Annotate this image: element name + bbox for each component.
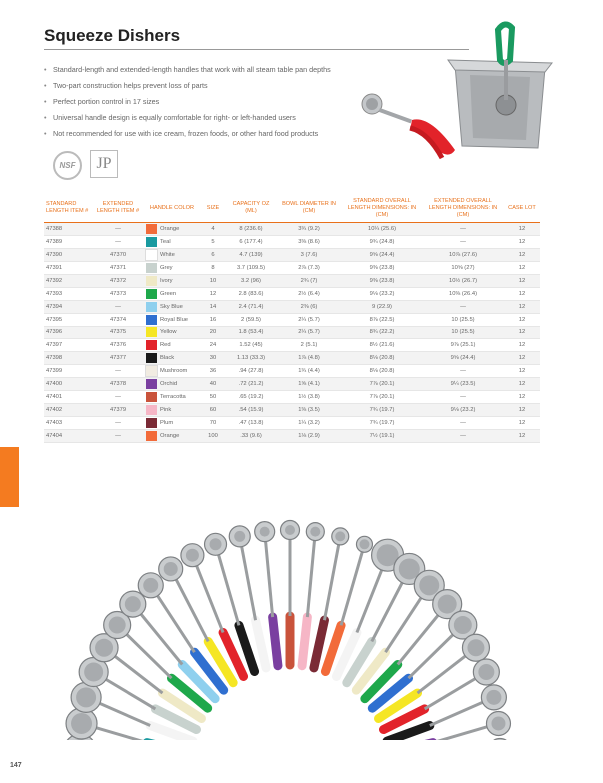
cell-cap: .54 (15.9) [226,404,276,417]
cell-bowl: 1⅜ (3.5) [276,404,342,417]
table-row [44,313,540,326]
disher-item [347,553,425,682]
cell-std: 47396 [44,326,92,339]
col-ext-item: EXTENDED LENGTH ITEM # [92,194,144,223]
cell-size: 14 [200,300,226,313]
cell-ext: — [92,365,144,378]
cell-std: 47400 [44,378,92,391]
cell-case: 12 [504,404,540,417]
cell-stdlen: 8½ (21.6) [342,339,422,352]
cell-extlen: 10⅜ (26.4) [422,287,504,300]
color-swatch-cell [144,404,158,417]
bullet-icon: • [44,97,47,106]
cell-ext: 47372 [92,274,144,287]
cell-color: Mushroom [158,365,200,378]
color-swatch [146,340,157,350]
table-row [44,274,540,287]
color-swatch-cell [144,365,158,378]
cell-color: Orange [158,223,200,236]
table-row [44,287,540,300]
color-swatch-cell [144,326,158,339]
cell-cap: .94 (27.8) [226,365,276,378]
cell-case: 12 [504,430,540,443]
cell-case: 12 [504,391,540,404]
table-row [44,300,540,313]
col-ext-length: EXTENDED OVERALL LENGTH DIMENSIONS: IN (CM) [422,194,504,223]
feature-text: Standard-length and extended-length handles that work with all steam table pan depths [53,65,331,74]
cell-case: 12 [504,223,540,236]
bullet-icon: • [44,81,47,90]
cell-ext: 47374 [92,313,144,326]
table-row [44,326,540,339]
feature-bullet [44,110,414,126]
cell-cap: 2.8 (83.6) [226,287,276,300]
cell-std: 47390 [44,248,92,261]
cell-cap: 3.7 (109.5) [226,261,276,274]
color-swatch [146,263,157,273]
cell-bowl: 2⅜ (6) [276,300,342,313]
cell-std: 47393 [44,287,92,300]
cell-ext: — [92,391,144,404]
nsf-logo: NSF [53,151,82,180]
color-swatch [146,405,157,415]
disher-item [365,590,462,699]
cell-extlen: — [422,430,504,443]
table-row [44,417,540,430]
cell-size: 8 [200,261,226,274]
cell-cap: .47 (13.8) [226,417,276,430]
disher-item [387,685,506,740]
cell-case: 12 [504,300,540,313]
table-row [44,404,540,417]
cell-ext: 47377 [92,352,144,365]
table-row [44,223,540,236]
feature-text: Perfect portion control in 17 sizes [53,97,160,106]
cell-extlen: — [422,235,504,248]
color-swatch [146,366,157,376]
cell-case: 12 [504,274,540,287]
cell-extlen: 9¼ (23.5) [422,378,504,391]
cell-ext: 47370 [92,248,144,261]
cell-std: 47391 [44,261,92,274]
cell-std: 47395 [44,313,92,326]
color-swatch [146,237,157,247]
cell-case: 12 [504,235,540,248]
cell-stdlen: 7⅞ (20.1) [342,378,422,391]
color-swatch-cell [144,261,158,274]
cell-ext: 47373 [92,287,144,300]
cell-cap: .72 (21.2) [226,378,276,391]
table-row [44,378,540,391]
cell-extlen: — [422,223,504,236]
cell-color: Orchid [158,378,200,391]
spec-table [44,194,540,443]
bullet-icon: • [44,65,47,74]
cell-cap: 2.4 (71.4) [226,300,276,313]
color-swatch [146,276,157,286]
cell-stdlen: 9⅛ (23.2) [342,287,422,300]
cell-color: Ivory [158,274,200,287]
color-swatch [146,327,157,337]
cell-case: 12 [504,248,540,261]
color-swatch-cell [144,430,158,443]
cell-color: White [158,248,200,261]
color-swatch-cell [144,274,158,287]
cell-cap: 1.8 (53.4) [226,326,276,339]
table-row [44,248,540,261]
table-row [44,261,540,274]
cell-color: Orange [158,430,200,443]
section-tab [0,447,19,507]
cell-case: 12 [504,287,540,300]
feature-text: Universal handle design is equally comfortable for right- or left-handed users [53,113,296,122]
cell-bowl: 2⅞ (7.3) [276,261,342,274]
color-swatch-cell [144,235,158,248]
cell-bowl: 2¼ (5.7) [276,326,342,339]
cell-color: Green [158,287,200,300]
jp-logo: JP [90,150,118,178]
cell-size: 30 [200,352,226,365]
feature-text: Two-part construction helps prevent loss of parts [53,81,208,90]
cell-bowl: 1½ (3.8) [276,391,342,404]
cell-std: 47399 [44,365,92,378]
cell-cap: 1.52 (45) [226,339,276,352]
cell-color: Red [158,339,200,352]
cell-extlen: 9⅝ (24.4) [422,352,504,365]
cell-case: 12 [504,261,540,274]
cell-std: 47389 [44,235,92,248]
cell-size: 36 [200,365,226,378]
col-size: SIZE [200,194,226,223]
color-swatch [146,353,157,363]
color-swatch [146,431,157,441]
color-swatch-cell [144,248,158,261]
cell-color: Yellow [158,326,200,339]
table-header-row [44,194,540,223]
cell-stdlen: 8¾ (22.2) [342,326,422,339]
cell-color: Pink [158,404,200,417]
cell-cap: .65 (19.2) [226,391,276,404]
cell-bowl: 1⅝ (4.1) [276,378,342,391]
color-swatch-cell [144,287,158,300]
color-swatch-cell [144,339,158,352]
cell-ext: 47375 [92,326,144,339]
cell-size: 5 [200,235,226,248]
cell-cap: .33 (9.6) [226,430,276,443]
cell-size: 10 [200,274,226,287]
cell-size: 60 [200,404,226,417]
cell-extlen: 10⅞ (27.6) [422,248,504,261]
cell-stdlen: 7⅞ (20.1) [342,391,422,404]
cell-extlen: — [422,391,504,404]
cell-cap: 6 (177.4) [226,235,276,248]
bullet-icon: • [44,129,47,138]
cell-size: 40 [200,378,226,391]
feature-text: Not recommended for use with ice cream, frozen foods, or other hard food products [53,129,319,138]
cell-color: Grey [158,261,200,274]
cell-bowl: 2½ (6.4) [276,287,342,300]
cell-stdlen: 8⅛ (20.8) [342,365,422,378]
feature-bullet [44,78,414,94]
cell-size: 4 [200,223,226,236]
table-row [44,339,540,352]
color-swatch-cell [144,352,158,365]
cell-bowl: 2¾ (7) [276,274,342,287]
product-hero-image [360,20,560,160]
cell-ext: — [92,235,144,248]
page-number: 147 [10,762,22,769]
col-bowl: BOWL DIAMETER IN (CM) [276,194,342,223]
cell-std: 47398 [44,352,92,365]
cell-size: 100 [200,430,226,443]
feature-list [44,62,414,142]
color-swatch-cell [144,417,158,430]
cell-stdlen: 7¾ (19.7) [342,417,422,430]
cell-bowl: 2¼ (5.7) [276,313,342,326]
cell-std: 47404 [44,430,92,443]
cell-extlen: — [422,417,504,430]
cell-color: Teal [158,235,200,248]
cell-ext: 47379 [92,404,144,417]
cell-color: Terracotta [158,391,200,404]
cell-extlen: 9⅛ (23.2) [422,404,504,417]
cell-bowl: 3⅜ (8.6) [276,235,342,248]
color-swatch [146,392,157,402]
cell-ext: 47376 [92,339,144,352]
cell-size: 6 [200,248,226,261]
color-swatch [146,250,157,260]
cell-bowl: 1¾ (4.4) [276,365,342,378]
cell-ext: — [92,417,144,430]
disher-item [120,591,215,699]
cell-stdlen: 9¾ (24.8) [342,235,422,248]
cell-bowl: 1⅛ (2.9) [276,430,342,443]
cell-stdlen: 7½ (19.1) [342,430,422,443]
cell-stdlen: 8⅛ (20.8) [342,352,422,365]
cell-bowl: 3¾ (9.2) [276,223,342,236]
color-swatch-cell [144,223,158,236]
cell-case: 12 [504,326,540,339]
cell-std: 47397 [44,339,92,352]
cell-case: 12 [504,378,540,391]
color-swatch [146,289,157,299]
cell-case: 12 [504,313,540,326]
color-swatch-cell [144,391,158,404]
cell-cap: 3.2 (96) [226,274,276,287]
col-capacity: CAPACITY OZ (ML) [226,194,276,223]
cell-ext: — [92,223,144,236]
cell-std: 47388 [44,223,92,236]
color-swatch-cell [144,300,158,313]
cell-extlen: 10 (25.5) [422,326,504,339]
disher-lineup-image [40,480,550,740]
feature-bullet [44,62,414,78]
cell-color: Plum [158,417,200,430]
cell-stdlen: 9⅝ (24.4) [342,248,422,261]
cell-extlen: 10½ (26.7) [422,274,504,287]
cell-bowl: 1⅞ (4.8) [276,352,342,365]
cell-extlen: — [422,365,504,378]
feature-bullet [44,94,414,110]
cell-size: 24 [200,339,226,352]
cell-cap: 2 (59.5) [226,313,276,326]
cell-bowl: 2 (5.1) [276,339,342,352]
cell-stdlen: 7¾ (19.7) [342,404,422,417]
cell-std: 47392 [44,274,92,287]
disher-item [159,557,233,683]
color-swatch-cell [144,313,158,326]
color-swatch-cell [144,378,158,391]
table-row [44,365,540,378]
cell-cap: 1.13 (33.3) [226,352,276,365]
col-std-item: STANDARD LENGTH ITEM # [44,194,92,223]
cell-stdlen: 8⅞ (22.5) [342,313,422,326]
cell-extlen: 10 (25.5) [422,313,504,326]
cell-stdlen: 9 (22.9) [342,300,422,313]
cell-ext: 47378 [92,378,144,391]
table-row [44,352,540,365]
cell-size: 12 [200,287,226,300]
cell-case: 12 [504,339,540,352]
cell-size: 16 [200,313,226,326]
disher-item [281,521,300,666]
col-case: CASE LOT [504,194,540,223]
cell-extlen: — [422,300,504,313]
table-row [44,235,540,248]
feature-bullet [44,126,414,142]
cell-extlen: 9⅞ (25.1) [422,339,504,352]
cell-bowl: 1¼ (3.2) [276,417,342,430]
cell-cap: 8 (236.6) [226,223,276,236]
table-row [44,391,540,404]
cell-case: 12 [504,417,540,430]
cell-std: 47402 [44,404,92,417]
cell-color: Royal Blue [158,313,200,326]
page-title: Squeeze Dishers [44,26,181,45]
cell-bowl: 3 (7.6) [276,248,342,261]
cell-stdlen: 9⅜ (23.8) [342,261,422,274]
color-swatch [146,418,157,428]
color-swatch [146,224,157,234]
cell-color: Black [158,352,200,365]
cell-ext: — [92,430,144,443]
cell-size: 20 [200,326,226,339]
cell-ext: — [92,300,144,313]
cell-stdlen: 9⅜ (23.8) [342,274,422,287]
cell-color: Sky Blue [158,300,200,313]
color-swatch [146,302,157,312]
cell-ext: 47371 [92,261,144,274]
col-handle-color: HANDLE COLOR [144,194,200,223]
cell-std: 47394 [44,300,92,313]
cell-size: 50 [200,391,226,404]
table-row [44,430,540,443]
col-std-length: STANDARD OVERALL LENGTH DIMENSIONS: IN (CM) [342,194,422,223]
cell-case: 12 [504,352,540,365]
cell-extlen: 10⅝ (27) [422,261,504,274]
color-swatch [146,379,157,389]
cell-std: 47401 [44,391,92,404]
cell-size: 70 [200,417,226,430]
cell-std: 47403 [44,417,92,430]
cell-cap: 4.7 (139) [226,248,276,261]
bullet-icon: • [44,113,47,122]
color-swatch [146,315,157,325]
cell-case: 12 [504,365,540,378]
cell-stdlen: 10¼ (25.6) [342,223,422,236]
